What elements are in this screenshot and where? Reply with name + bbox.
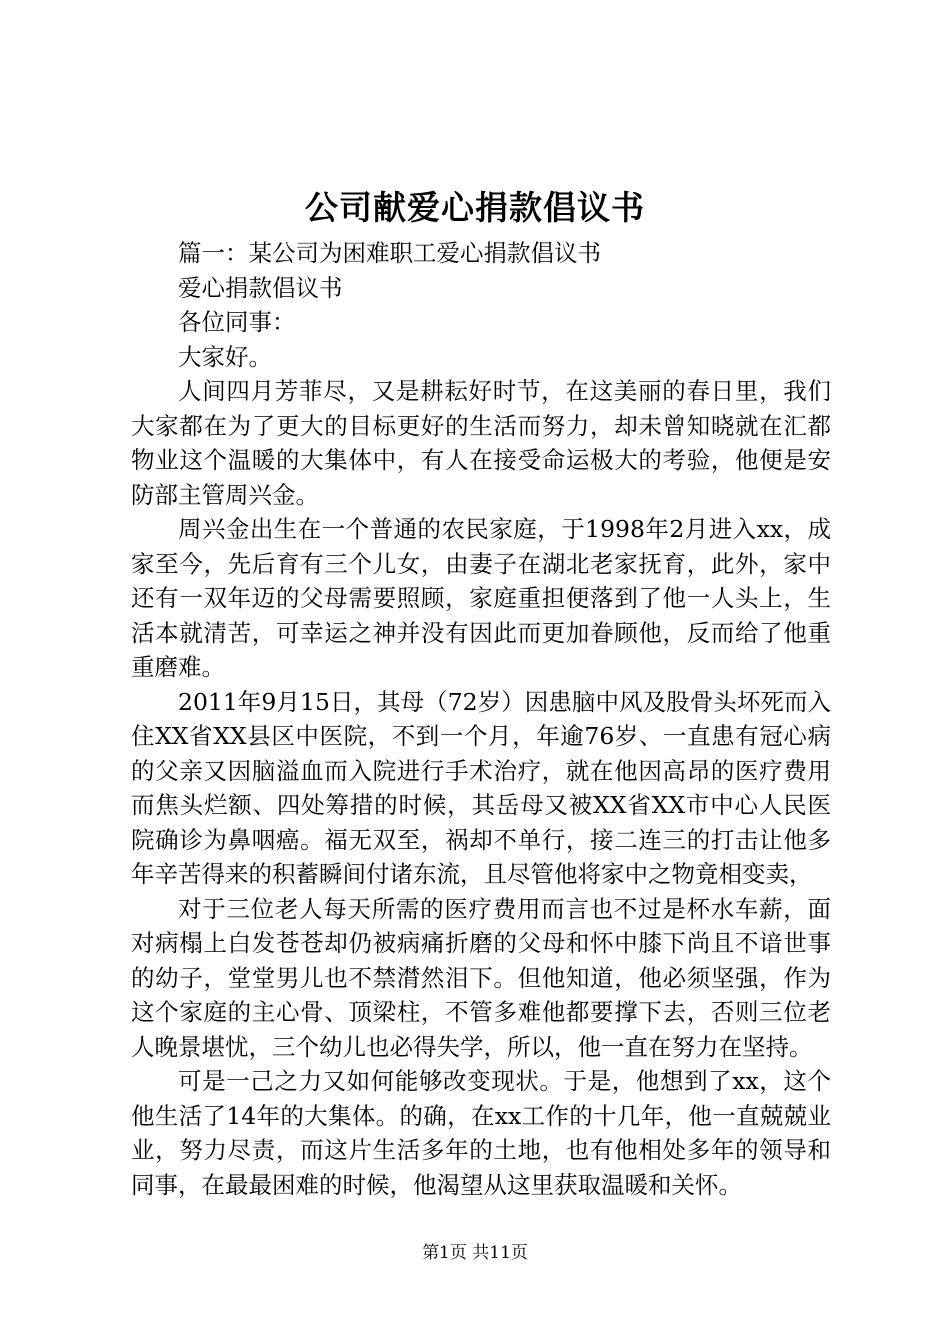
paragraph-body: 周兴金出生在一个普通的农民家庭，于1998年2月进入xx，成家至今，先后育有三个儿女，由妻子在湖北老家抚育，此外，家中还有一双年迈的父母需要照顾，家庭重担便落到了他一人头上，生活本就清苦，可幸运之神并没有因此而更加眷顾他，反而给了他重重磨难。 xyxy=(131,515,831,681)
paragraph-subtitle: 爱心捐款倡议书 xyxy=(178,273,343,302)
page-number-footer: 第1页 共11页 xyxy=(422,1243,528,1263)
document-title: 公司献爱心捐款倡议书 xyxy=(305,188,645,227)
paragraph-body: 可是一己之力又如何能够改变现状。于是，他想到了xx，这个他生活了14年的大集体。的确，在xx工作的十几年，他一直兢兢业业，努力尽责，而这片生活多年的土地，也有他相处多年的领导和同事，在最最困难的时候，他渴望从这里获取温暖和关怀。 xyxy=(131,1067,831,1199)
paragraph-section-heading: 篇一：某公司为困难职工爱心捐款倡议书 xyxy=(178,239,601,267)
paragraph-body: 2011年9月15日，其母（72岁）因患脑中风及股骨头坏死而入住XX省XX县区中医院，不到一个月，年逾76岁、一直患有冠心病的父亲又因脑溢血而入院进行手术治疗，就在他因高昂的医疗费用而焦头烂额、四处筹措的时候，其岳母又被XX省XX市中心人民医院确诊为鼻咽癌。福无双至，祸却不单行，接二连三的打击让他多年辛苦得来的积蓄瞬间付诸东流，且尽管他将家中之物竟相变卖， xyxy=(131,687,831,888)
paragraph-body: 人间四月芳菲尽，又是耕耘好时节，在这美丽的春日里，我们大家都在为了更大的目标更好的生活而努力，却未曾知晓就在汇都物业这个温暖的大集体中，有人在接受命运极大的考验，他便是安防部主管周兴金。 xyxy=(131,377,831,509)
paragraph-greeting: 大家好。 xyxy=(178,342,272,371)
paragraph-body: 对于三位老人每天所需的医疗费用而言也不过是杯水车薪，面对病榻上白发苍苍却仍被病痛折磨的父母和怀中膝下尚且不谙世事的幼子，堂堂男儿也不禁潸然泪下。但他知道，他必须坚强，作为这个家庭的主心骨、顶梁柱，不管多难他都要撑下去，否则三位老人晚景堪忧，三个幼儿也必得失学，所以，他一直在努力在坚持。 xyxy=(131,894,831,1061)
document-body xyxy=(131,236,831,1202)
paragraph-salutation: 各位同事： xyxy=(178,308,296,336)
